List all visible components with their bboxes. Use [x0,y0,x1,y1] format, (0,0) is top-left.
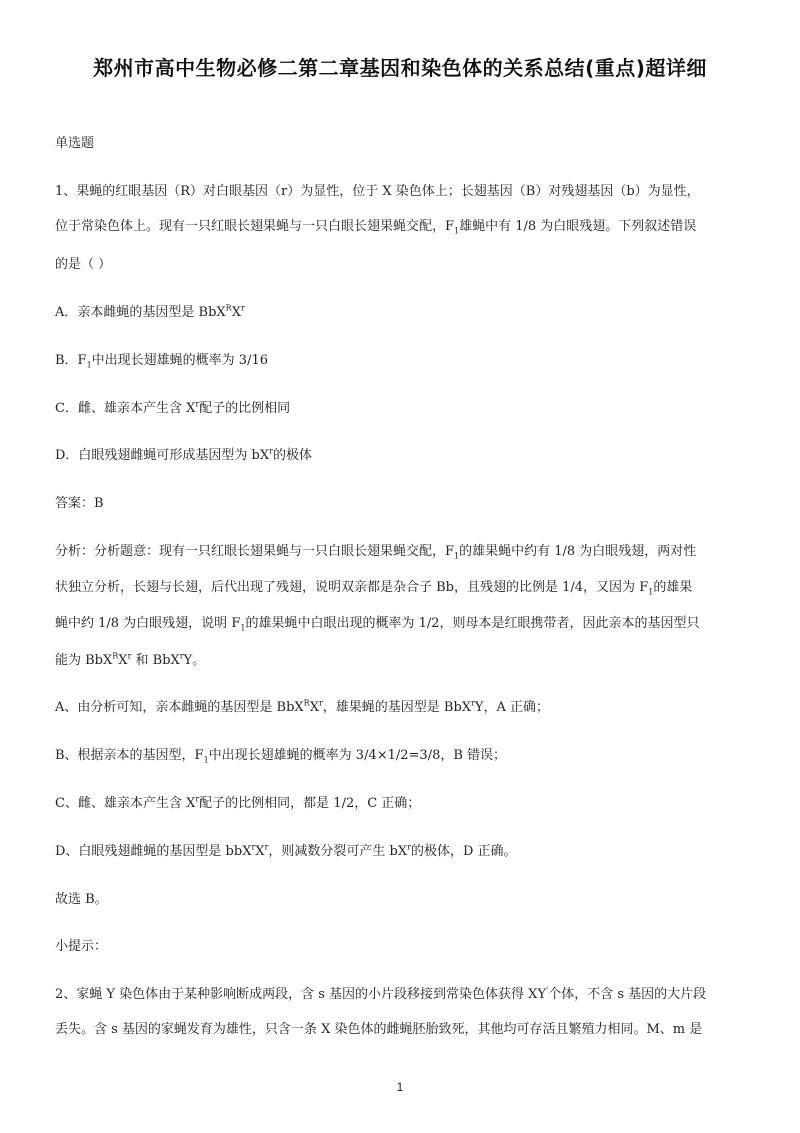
analysis-line-3: 蝇中约 1/8 为白眼残翅，说明 $F_1$的雄果蝇中白眼出现的概率为 1/2，则母本是红眼携带者，因此亲本的基因型只 [55,616,700,633]
answer: 答案：B [55,496,104,511]
explanation-d: D、白眼残翅雌蝇的基因型是 $bbX^rX^r$，则减数分裂可产生 $bX^r$的极体，D 正确。 [55,842,517,859]
question-1-line-2: 位于常染色体上。现有一只红眼长翅果蝇与一只白眼长翅果蝇交配，$F_1$雄蝇中有 1/8 为白眼残翅。下列叙述错误 [55,219,697,236]
option-c: C．雌、雄亲本产生含 $X^r$配子的比例相同 [55,399,291,416]
page-number: 1 [396,1080,404,1094]
choose-answer: 故选 B。 [55,892,108,907]
question-1-line-1: 1、果蝇的红眼基因（R）对白眼基因（r）为显性，位于 X 染色体上；长翅基因（B）对残翅基因（b）为显性， [55,184,700,199]
question-2-line-1: 2、家蝇 Y 染色体由于某种影响断成两段，含 s 基因的小片段移接到常染色体获得 XY'个体，不含 s 基因的大片段 [55,985,707,1002]
page-title: 郑州市高中生物必修二第二章基因和染色体的关系总结(重点)超详细 [93,56,707,80]
analysis-line-4: 能为 $BbX^RX^r$ 和 BbX$^r$Y。 [55,651,206,668]
explanation-a: A、由分析可知，亲本雌蝇的基因型是 $BbX^RX^r$，雄果蝇的基因型是 BbX$^r$Y，A 正确； [55,698,549,715]
option-a: A．亲本雌蝇的基因型是 $BbX^RX^r$ [55,303,245,320]
explanation-b: B、根据亲本的基因型，$F_1$中出现长翅雄蝇的概率为 3/4×1/2=3/8，B 错误； [55,748,507,765]
question-2-line-2: 丢失。含 s 基因的家蝇发育为雄性，只含一条 X 染色体的雌蝇胚胎致死，其他均可存活且繁殖力相同。M、m 是 [55,1022,703,1037]
analysis-line-1: 分析：分析题意：现有一只红眼长翅果蝇与一只白眼长翅果蝇交配，$F_1$的雄果蝇中约有 1/8 为白眼残翅，两对性 [55,544,697,561]
question-1-line-3: 的是（ ） [55,257,112,272]
section-heading: 单选题 [55,136,95,151]
option-b: B．$F_1$中出现长翅雄蝇的概率为 3/16 [55,353,268,370]
option-d: D．白眼残翅雌蝇可形成基因型为 $bX^r$的极体 [55,446,312,463]
tip-heading: 小提示： [55,939,108,954]
explanation-c: C、雌、雄亲本产生含 $X^r$配子的比例相同，都是 1/2，C 正确； [55,794,421,811]
analysis-line-2: 状独立分析，长翅与长翅，后代出现了残翅，说明双亲都是杂合子 Bb，且残翅的比例是 1/4，又因为 $F_1$的雄果 [55,580,693,597]
